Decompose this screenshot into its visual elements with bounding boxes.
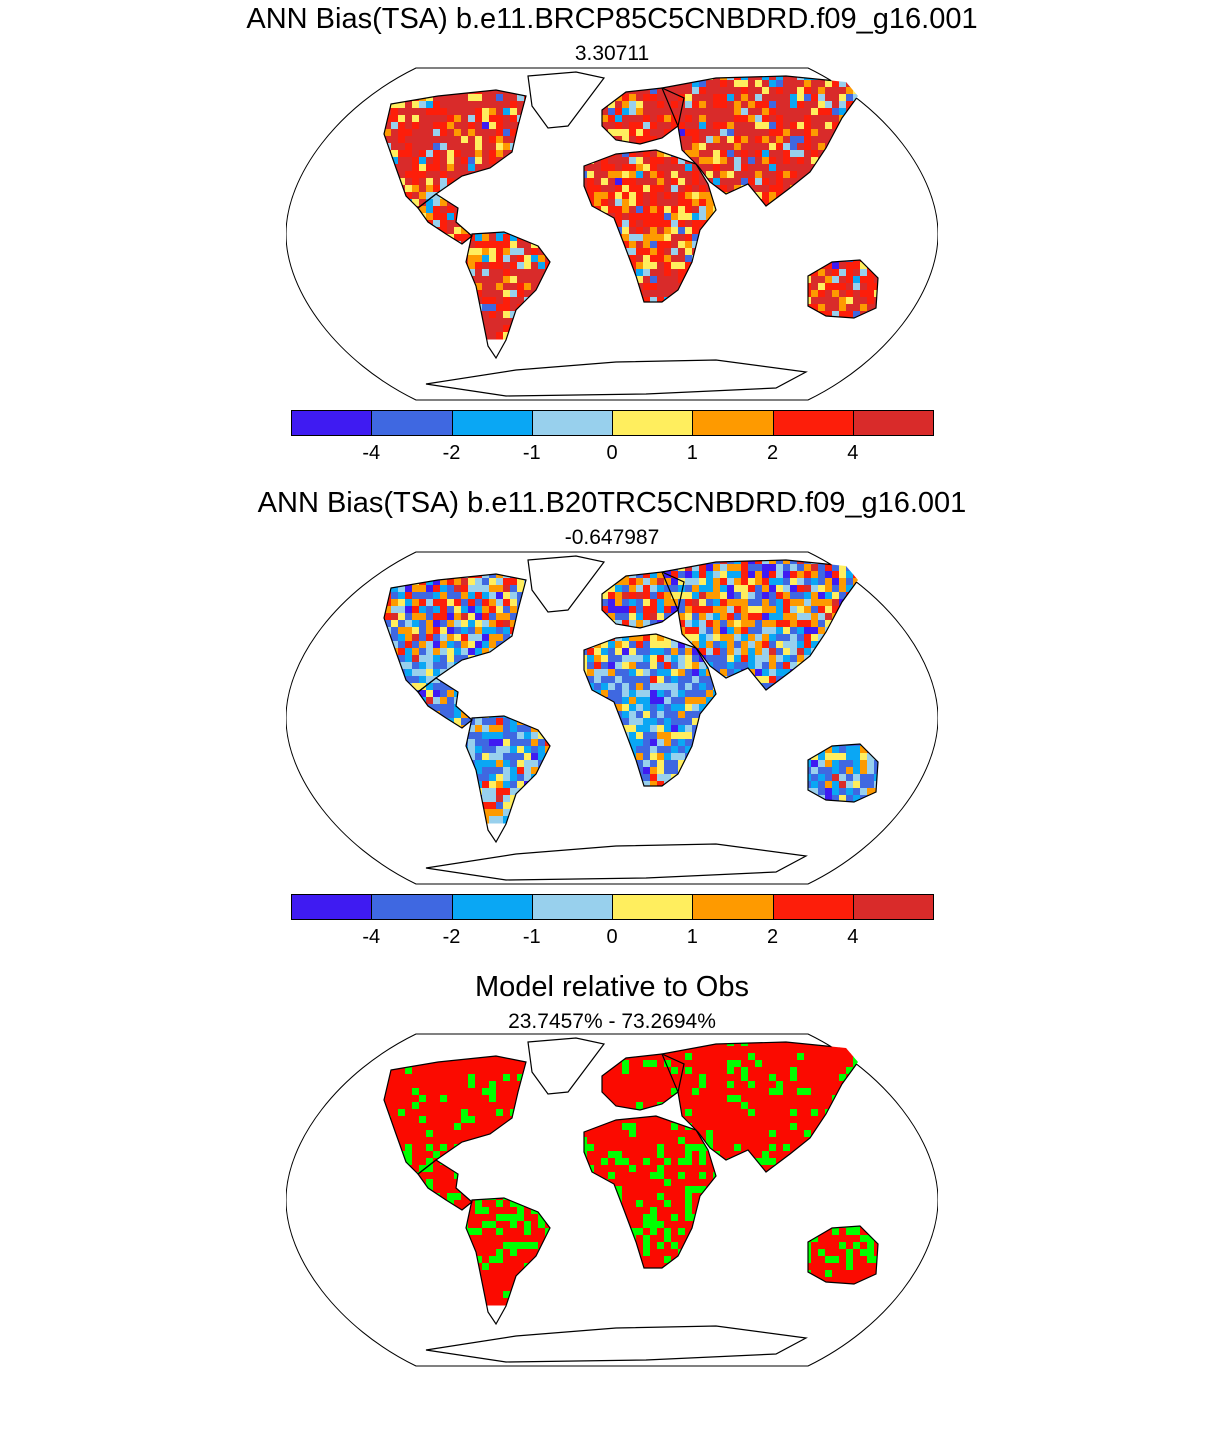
map-svg-1 [286, 66, 938, 402]
colorbar-tick-label: 4 [847, 442, 859, 464]
colorbar-box [532, 410, 613, 436]
colorbar-tick-label: 2 [766, 926, 779, 948]
colorbar-box [612, 410, 693, 436]
map-svg-2 [286, 550, 938, 886]
colorbar-tick-label: -4 [362, 926, 381, 948]
colorbar-box [291, 410, 372, 436]
colorbar-box [291, 894, 372, 920]
colorbar-box [692, 894, 773, 920]
colorbar-tick-label: 0 [606, 926, 618, 948]
colorbar-box [532, 894, 613, 920]
panel-3-subtitle: 23.7457% - 73.2694% [508, 1010, 716, 1033]
colorbar-tick-label: -1 [522, 442, 541, 464]
colorbar-box [452, 410, 533, 436]
colorbar-tick-label: 1 [686, 926, 698, 948]
panel-2 [0, 484, 1224, 954]
colorbar-box [692, 410, 773, 436]
panel-1-title: ANN Bias(TSA) b.e11.BRCP85C5CNBDRD.f09_g16.001 [246, 3, 978, 35]
colorbar-tick-label: 1 [686, 442, 698, 464]
colorbar-tick-label: -2 [442, 442, 461, 464]
colorbar-box [371, 410, 452, 436]
colorbar-tick-label: -1 [522, 926, 541, 948]
panel-1-subtitle: 3.30711 [574, 42, 650, 65]
colorbar-tick-label: -2 [442, 926, 461, 948]
panel-1 [0, 0, 1224, 470]
panel-2-subtitle: -0.647987 [564, 526, 660, 549]
colorbar-box [773, 894, 854, 920]
map-panel-2 [286, 550, 938, 886]
colorbar-box [853, 410, 934, 436]
colorbar-box [612, 894, 693, 920]
colorbar-tick-label: 0 [606, 442, 618, 464]
colorbar-box [452, 894, 533, 920]
map-svg-3 [286, 1032, 938, 1368]
map-panel-3 [286, 1032, 938, 1368]
colorbar-box [773, 410, 854, 436]
colorbar-tick-label: -4 [362, 442, 381, 464]
colorbar-box [371, 894, 452, 920]
colorbar-1 [291, 410, 933, 436]
colorbar-tick-label: 2 [766, 442, 779, 464]
panel-3 [0, 968, 1224, 1388]
map-panel-1 [286, 66, 938, 402]
panel-2-title: ANN Bias(TSA) b.e11.B20TRC5CNBDRD.f09_g16.001 [257, 487, 967, 519]
colorbar-box [853, 894, 934, 920]
panel-3-title: Model relative to Obs [474, 971, 749, 1003]
colorbar-2 [291, 894, 933, 920]
colorbar-tick-label: 4 [847, 926, 859, 948]
